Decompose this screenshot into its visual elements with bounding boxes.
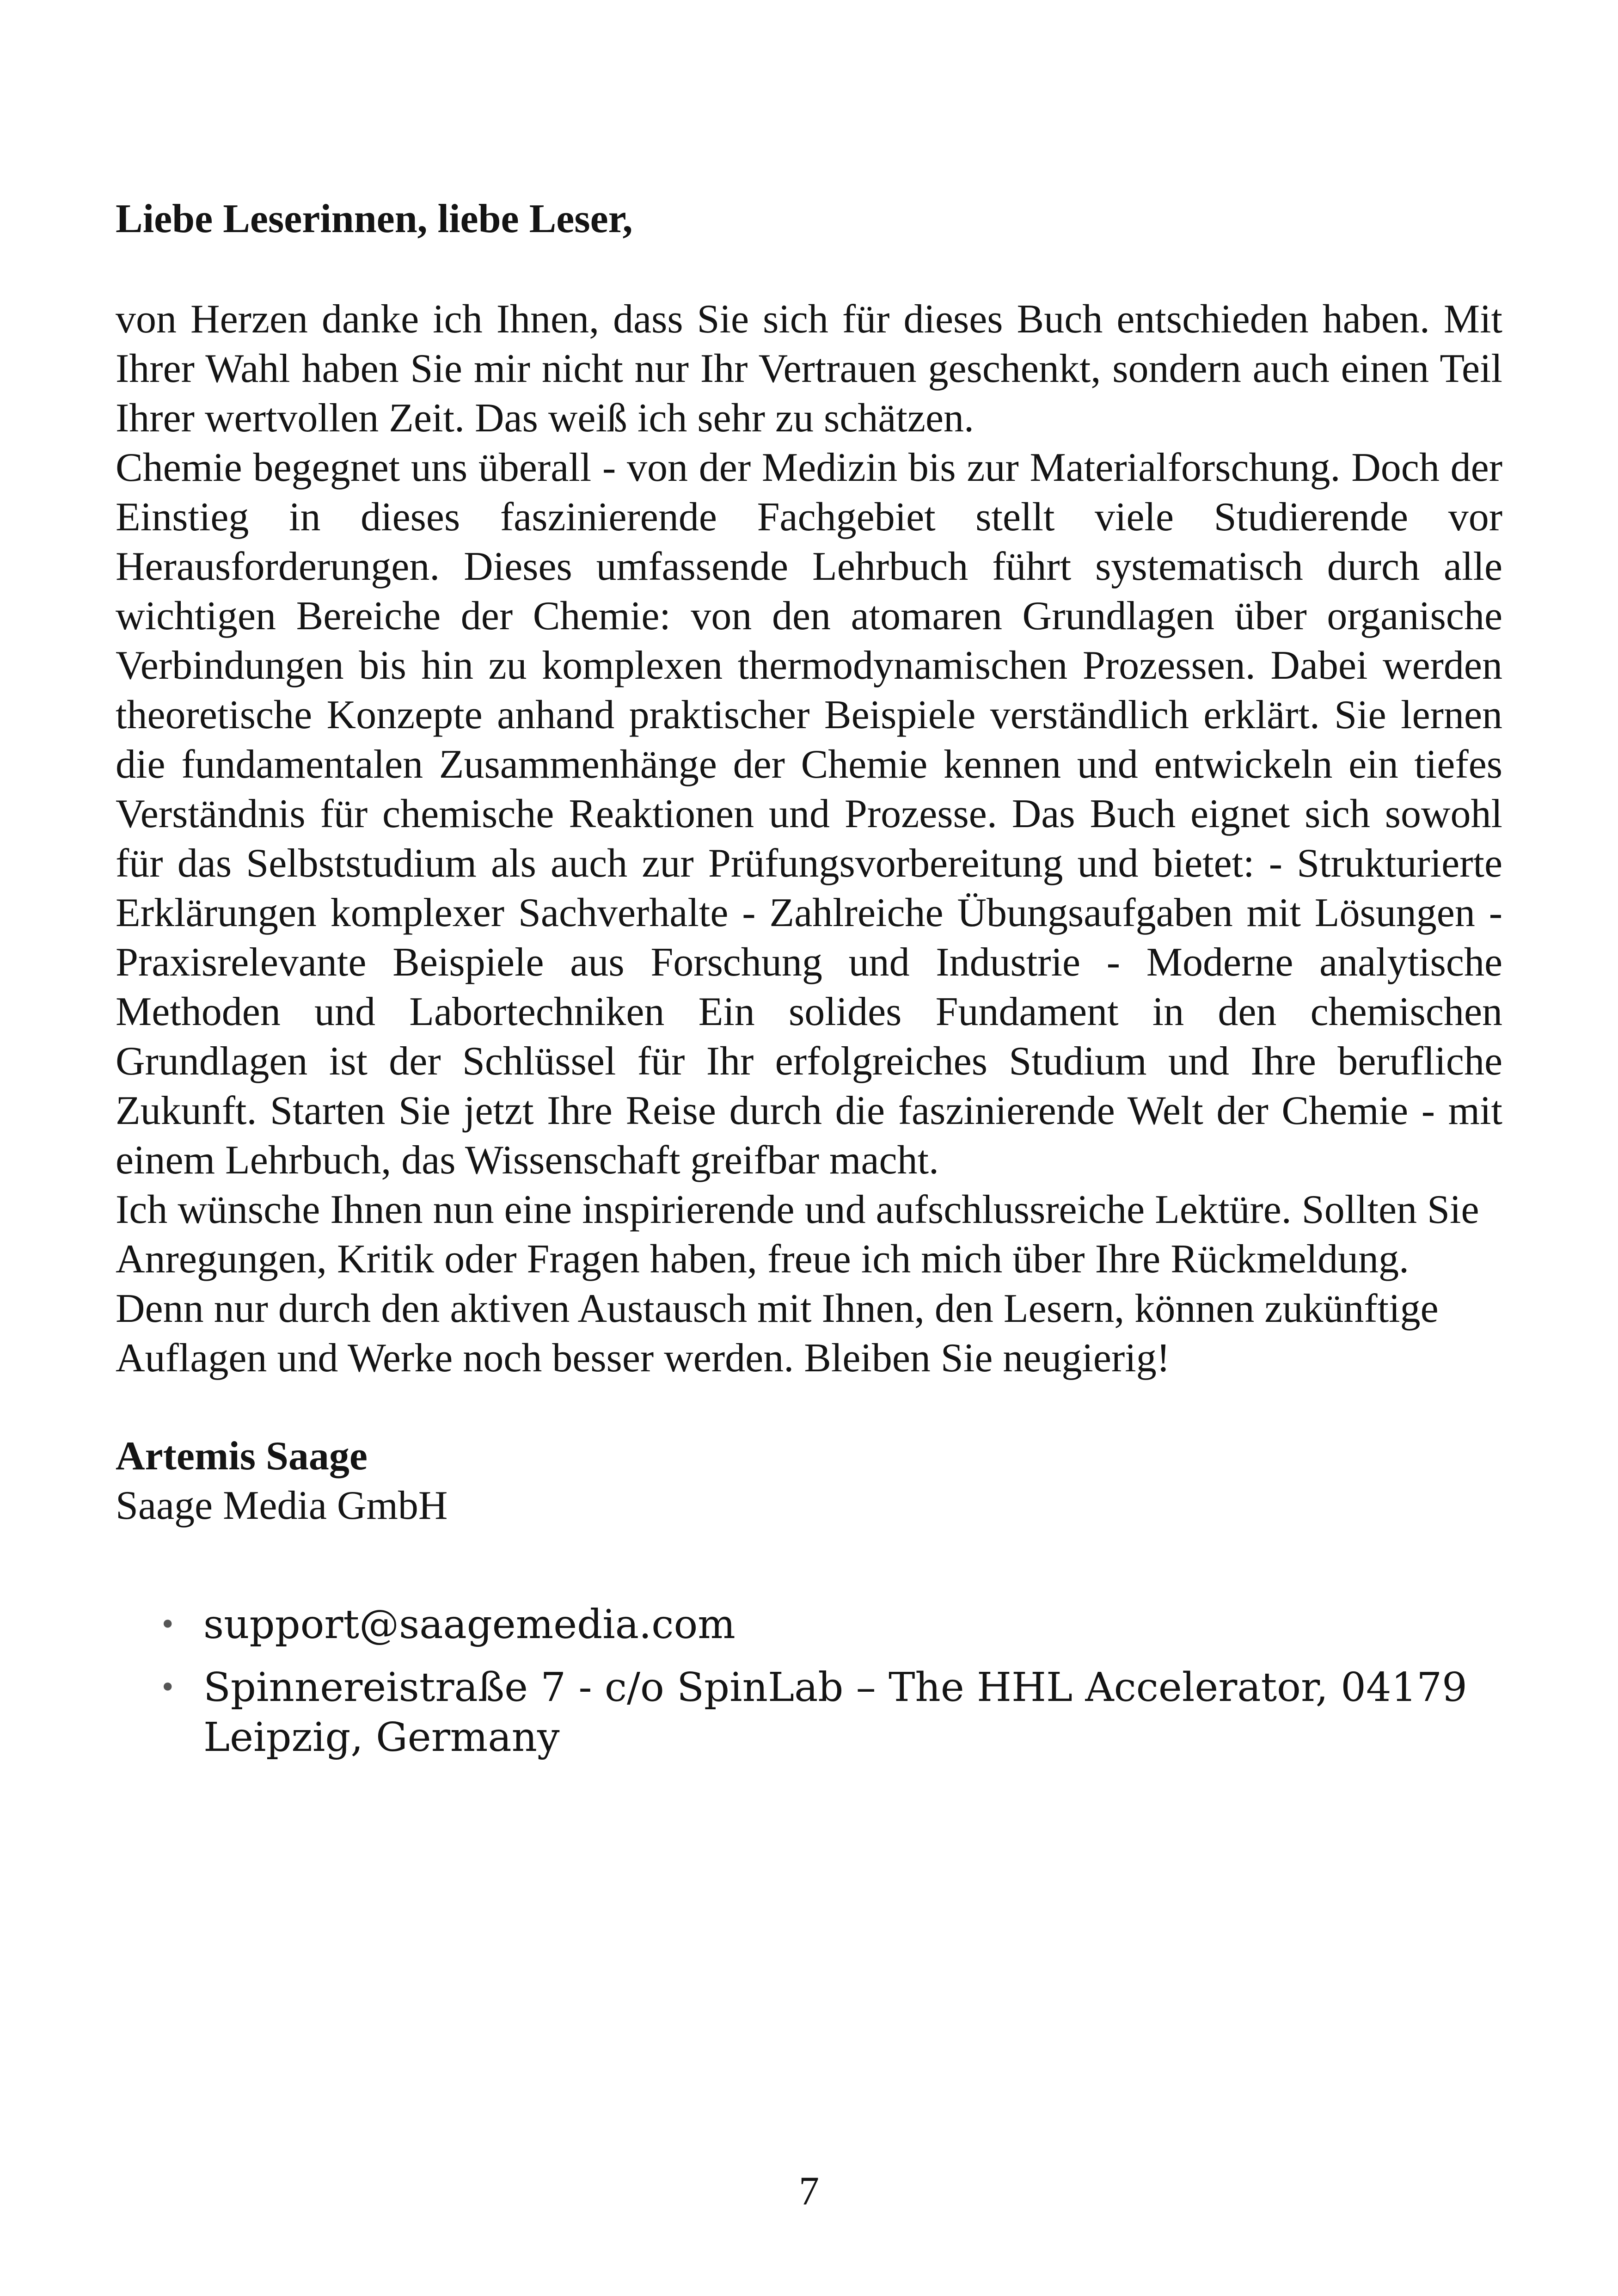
paragraph-thanks: von Herzen danke ich Ihnen, dass Sie sich für dieses Buch entschieden haben. Mit Ihrer Wahl haben Sie mir nicht nur Ihr Vertrauen geschenkt, sondern auch einen Teil Ihrer wertvollen Zeit. Das weiß ich sehr zu schätzen. <box>116 297 1502 441</box>
author-name: Artemis Saage <box>116 1434 368 1479</box>
paragraph-closing: Ich wünsche Ihnen nun eine inspirierende und aufschlussreiche Lektüre. Sollten Sie Anregungen, Kritik oder Fragen haben, freue ich mich über Ihre Rückmeldung. Denn nur durch den aktiven Austausch mit Ihnen, den Lesern, können zukünftige Auflagen und Werke noch besser werden. Bleiben Sie neugierig! <box>116 1187 1479 1381</box>
signature-block <box>116 1431 1502 1530</box>
contact-address-item <box>159 1663 1544 1762</box>
company-name: Saage Media GmbH <box>116 1483 448 1528</box>
salutation: Liebe Leserinnen, liebe Leser, <box>116 196 633 241</box>
contact-email[interactable]: support@saagemedia.com <box>203 1602 735 1648</box>
contact-address: Spinnereistraße 7 - c/o SpinLab – The HHL Accelerator, 04179 Leipzig, Germany <box>203 1664 1467 1761</box>
page-number: 7 <box>799 2169 819 2214</box>
contact-email-item <box>159 1600 1544 1650</box>
contact-list <box>116 1600 1544 1762</box>
bullet-icon: • <box>159 1671 176 1704</box>
bullet-icon: • <box>159 1608 176 1641</box>
paragraph-book-description: Chemie begegnet uns überall - von der Medizin bis zur Materialforschung. Doch der Einstieg in dieses faszinierende Fachgebiet stellt viele Studierende vor Herausforderungen. Dieses umfassende Lehrbuch führt systematisch durch alle wichtigen Bereiche der Chemie: von den atomaren Grundlagen über organische Verbindungen bis hin zu komplexen thermodynamischen Prozessen. Dabei werden theoretische Konzepte anhand praktischer Beispiele verständlich erklärt. Sie lernen die fundamentalen Zusammenhänge der Chemie kennen und entwickeln ein tiefes Verständnis für chemische Reaktionen und Prozesse. Das Buch eignet sich sowohl für das Selbststudium als auch zur Prüfungsvorbereitung und bietet: - Strukturierte Erklärungen komplexer Sachverhalte - Zahlreiche Übungsaufgaben mit Lösungen - Praxisrelevante Beispiele aus Forschung und Industrie - Moderne analytische Methoden und Labortechniken Ein solides Fundament in den chemischen Grundlagen ist der Schlüssel für Ihr erfolgreiches Studium und Ihre berufliche Zukunft. Starten Sie jetzt Ihre Reise durch die faszinierende Welt der Chemie - mit einem Lehrbuch, das Wissenschaft greifbar macht. <box>116 445 1502 1183</box>
letter-content <box>116 194 1502 1775</box>
